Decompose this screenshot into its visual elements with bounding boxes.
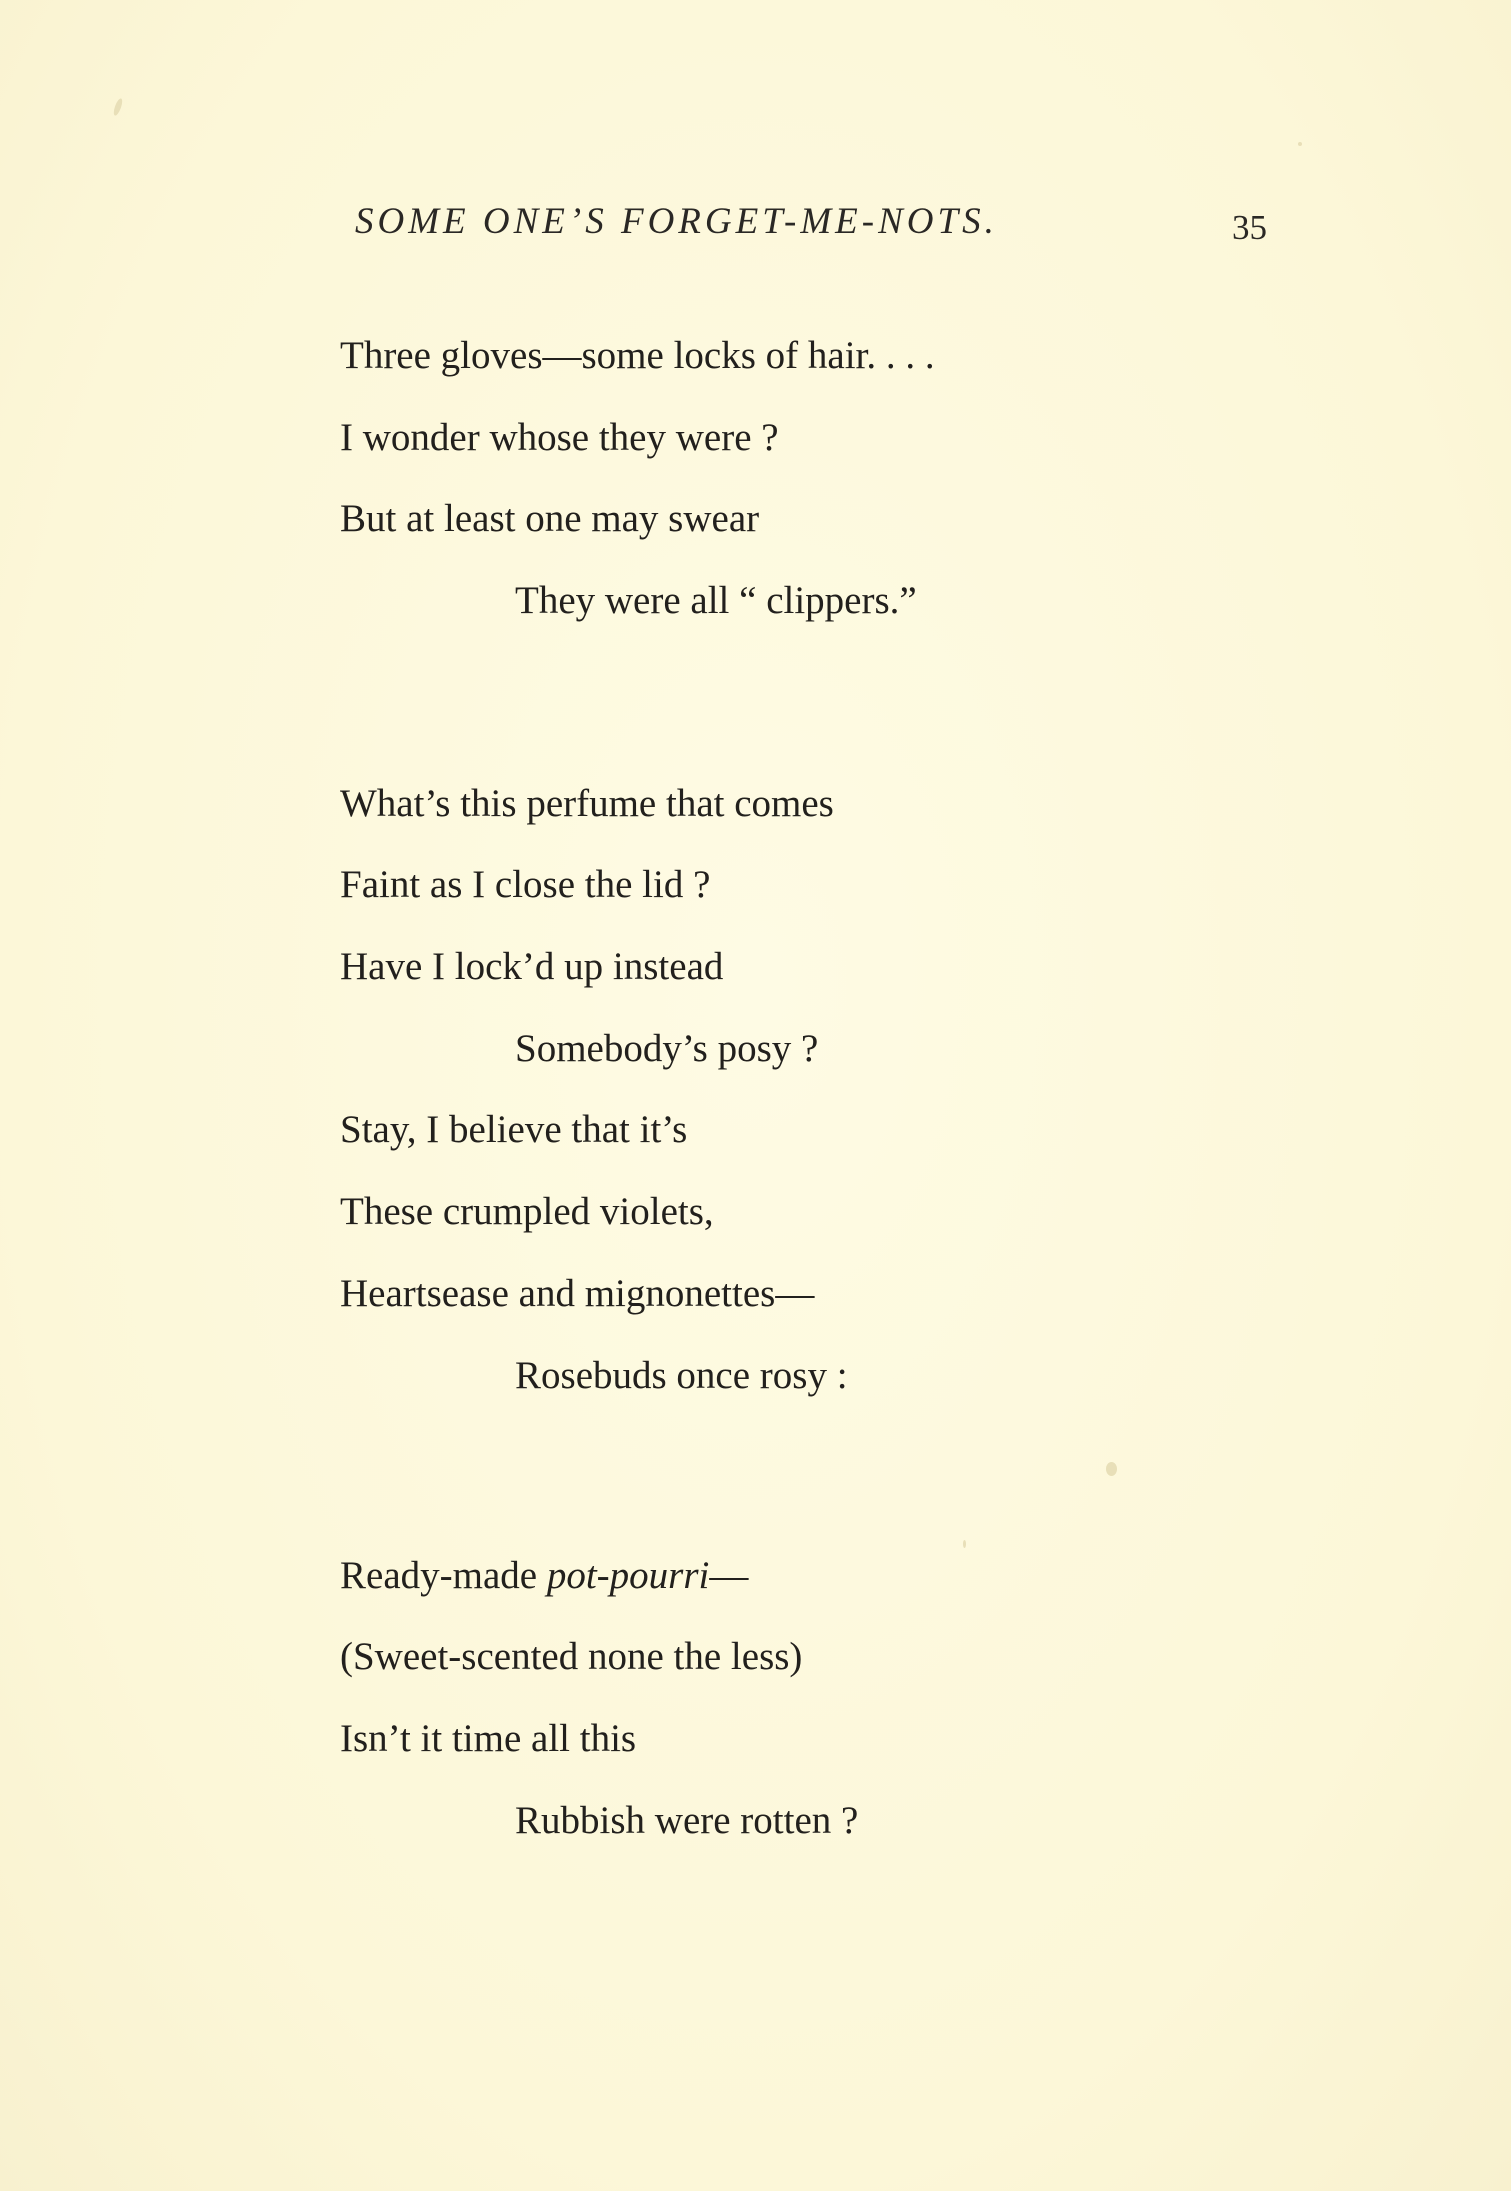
poem-line: [340, 1556, 748, 1595]
poem-line: But at least one may swear: [340, 497, 760, 540]
poem-line: Isn’t it time all this: [340, 1717, 637, 1760]
poem-text: Ready-made: [340, 1554, 538, 1597]
poem-line: Three gloves—some locks of hair. . . .: [340, 334, 935, 377]
poem-dash: —: [709, 1554, 749, 1597]
paper-speck: [112, 98, 124, 117]
poem-line: Somebody’s posy ?: [515, 1027, 819, 1070]
paper-speck: [1298, 142, 1302, 146]
italic-phrase: pot-pourri: [546, 1554, 710, 1597]
poem-line: They were all “ clippers.”: [515, 579, 917, 622]
poem-line: These crumpled violets,: [340, 1190, 714, 1233]
running-title: SOME ONE’S FORGET-ME-NOTS.: [355, 201, 998, 242]
poem-line: Have I lock’d up instead: [340, 945, 724, 988]
poem-line: Heartsease and mignonettes—: [340, 1272, 815, 1315]
poem-line: Rubbish were rotten ?: [515, 1799, 859, 1842]
poem-line: Faint as I close the lid ?: [340, 863, 711, 906]
poem-line: (Sweet-scented none the less): [340, 1635, 803, 1678]
poem-line: I wonder whose they were ?: [340, 416, 779, 459]
page-number: 35: [1232, 208, 1267, 247]
poem-line: What’s this perfume that comes: [340, 782, 834, 825]
paper-speck: [1106, 1462, 1117, 1476]
poem-line: Stay, I believe that it’s: [340, 1108, 688, 1151]
paper-speck: [963, 1540, 966, 1548]
poem-line: Rosebuds once rosy :: [515, 1354, 848, 1397]
